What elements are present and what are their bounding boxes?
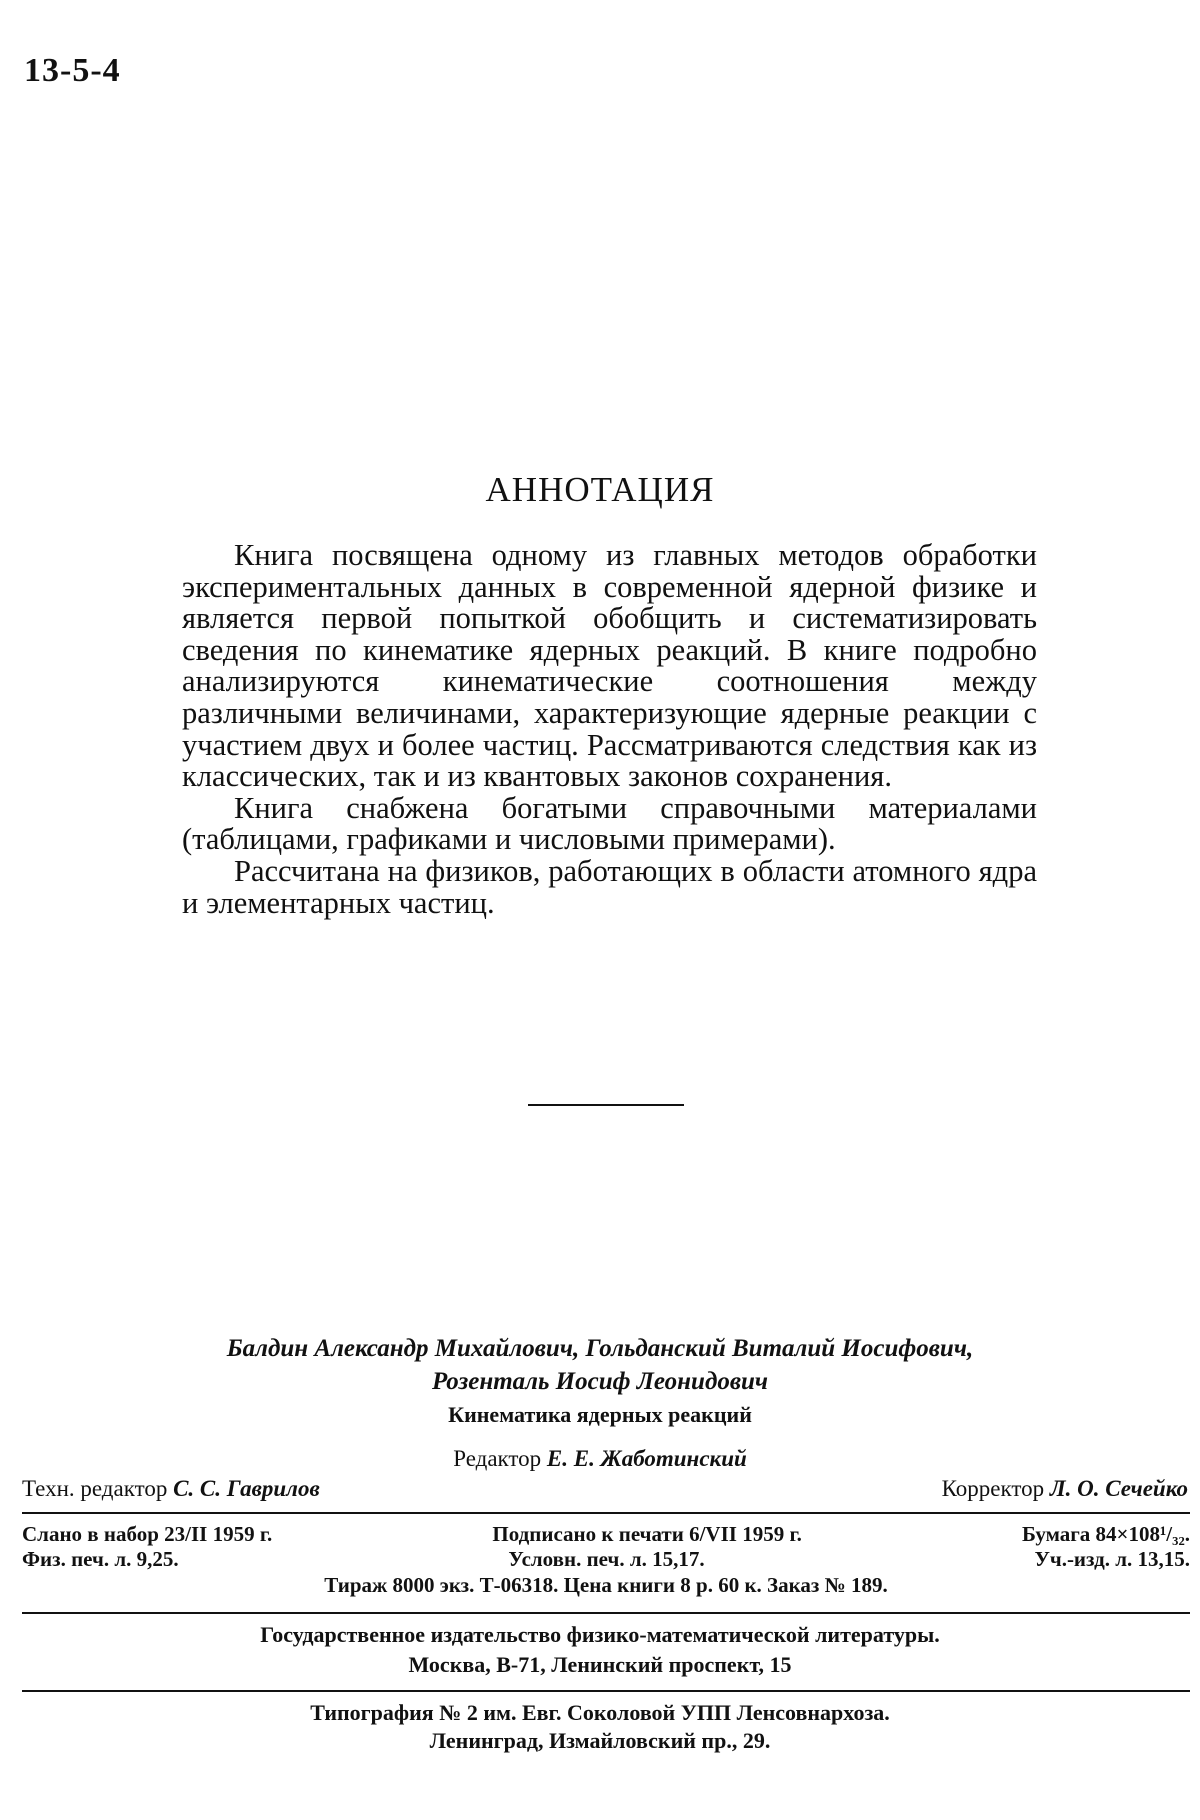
- publisher-sheets: Уч.-изд. л. 13,15.: [1034, 1547, 1190, 1571]
- corrector-label: Корректор: [941, 1476, 1045, 1501]
- paper-format: Бумага 84×108¹/₃₂.: [1022, 1522, 1190, 1546]
- imprint-rule: [22, 1612, 1190, 1614]
- corrector-line: [942, 1476, 1188, 1502]
- imprint-rule: [22, 1512, 1190, 1514]
- printer-address: Ленинград, Измайловский пр., 29.: [429, 1728, 771, 1753]
- annotation-paragraph: Рассчитана на физиков, работающих в области атомного ядра и элементарных частиц.: [182, 853, 1037, 920]
- publisher-address: Москва, В-71, Ленинский проспект, 15: [408, 1652, 792, 1677]
- authors-line: Балдин Александр Михайлович, Гольданский Виталий Иосифович,: [226, 1335, 974, 1362]
- tech-editor-label: Техн. редактор: [22, 1476, 168, 1501]
- book-title: Кинематика ядерных реакций: [448, 1402, 752, 1427]
- editor-name: Е. Е. Жаботинский: [546, 1446, 747, 1471]
- authors: [0, 1332, 1200, 1398]
- catalog-code: 13-5-4: [24, 52, 121, 89]
- editor-label: Редактор: [453, 1446, 542, 1471]
- annotation-text: [182, 540, 1037, 919]
- corrector-name: Л. О. Сечейко: [1049, 1476, 1188, 1501]
- section-divider: [528, 1104, 684, 1106]
- annotation-paragraph: Книга посвящена одному из главных методов обработки экспериментальных данных в современной ядерной физике и является первой попыткой обобщить и систематизировать сведения по кинематике ядерных реакций. В книге подробно анализируются кинематические соотношения между различными величинами, характеризующие ядерные реакции с участием двух и более частиц. Рассматриваются следствия как из классических, так и из квантовых законов сохранения.: [182, 538, 1037, 794]
- printer-name: Типография № 2 им. Евг. Соколовой УПП Ленсовнархоза.: [310, 1700, 890, 1725]
- authors-line: Розенталь Иосиф Леонидович: [431, 1368, 769, 1395]
- imprint-details-row: [22, 1547, 1190, 1572]
- imprint-rule: [22, 1690, 1190, 1692]
- physical-sheets: Физ. печ. л. 9,25.: [22, 1547, 179, 1571]
- typeset-date: Слано в набор 23/II 1959 г.: [22, 1522, 273, 1546]
- conventional-sheets: Условн. печ. л. 15,17.: [508, 1547, 705, 1571]
- annotation-paragraph: Книга снабжена богатыми справочными материалами (таблицами, графиками и числовыми примерами).: [182, 790, 1037, 857]
- tech-editor-line: [22, 1476, 320, 1502]
- editor-line: [0, 1446, 1200, 1472]
- tech-editor-name: С. С. Гаврилов: [173, 1476, 320, 1501]
- publisher-name: Государственное издательство физико-математической литературы.: [260, 1622, 940, 1647]
- signed-date: Подписано к печати 6/VII 1959 г.: [492, 1522, 802, 1546]
- print-run-line: Тираж 8000 экз. Т-06318. Цена книги 8 р. 60 к. Заказ № 189.: [324, 1573, 888, 1597]
- annotation-title: АННОТАЦИЯ: [485, 470, 715, 509]
- imprint-details-row: [22, 1522, 1190, 1547]
